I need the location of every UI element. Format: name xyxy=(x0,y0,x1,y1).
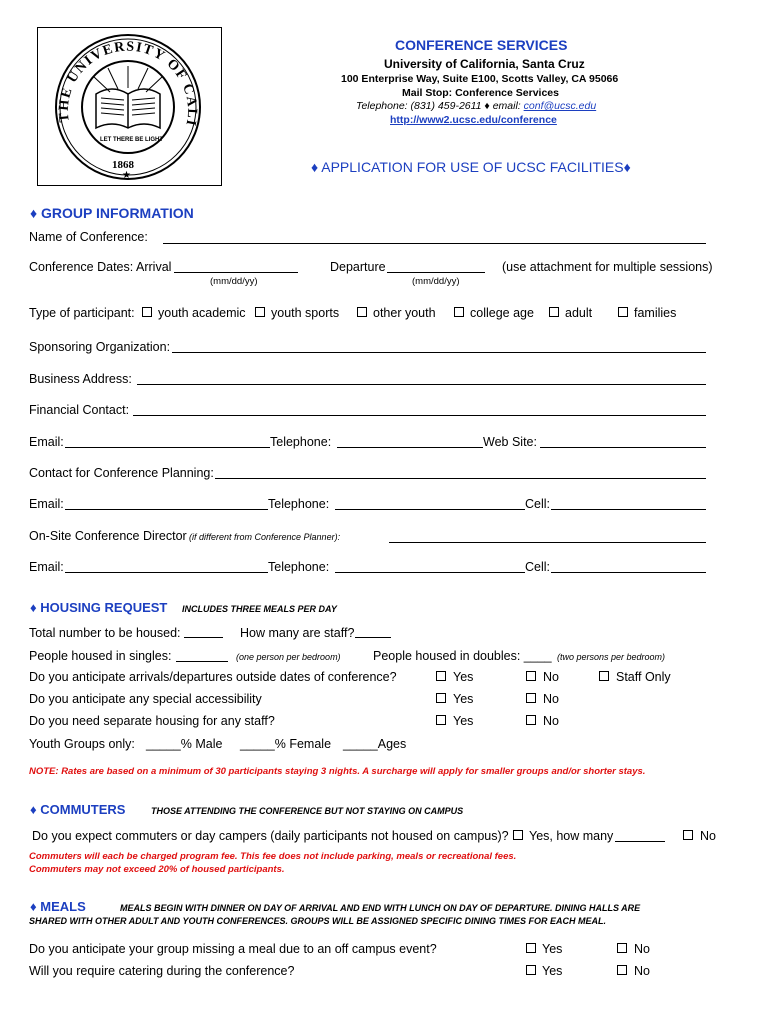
participant-adult: adult xyxy=(565,306,593,320)
youth-ages-field[interactable]: _____Ages xyxy=(343,737,407,751)
meals-note-line-2: SHARED WITH OTHER ADULT AND YOUTH CONFERENCES. GROUPS WILL BE ASSIGNED SPECIFIC DINING TIMES FOR EACH MEAL. xyxy=(29,916,607,926)
arrival-label: Conference Dates: Arrival xyxy=(29,260,172,274)
housing-heading: ♦ HOUSING REQUEST xyxy=(30,600,168,615)
sponsoring-org-label: Sponsoring Organization: xyxy=(29,340,171,354)
doubles-note: (two persons per bedroom) xyxy=(557,652,666,662)
phone-email-line xyxy=(356,100,596,112)
staff-housing-no-checkbox[interactable] xyxy=(526,715,536,725)
participant-other-youth: other youth xyxy=(373,306,436,320)
financial-contact-field[interactable] xyxy=(133,415,706,416)
catering-no-label: No xyxy=(634,964,650,978)
svg-text:LET THERE BE LIGHT: LET THERE BE LIGHT xyxy=(100,137,163,143)
arrivals-no-label: No xyxy=(543,670,559,684)
commuters-heading-note: THOSE ATTENDING THE CONFERENCE BUT NOT STAYING ON CAMPUS xyxy=(151,806,464,816)
catering-question: Will you require catering during the conference? xyxy=(29,964,295,978)
catering-yes-checkbox[interactable] xyxy=(526,965,536,975)
accessibility-no-checkbox[interactable] xyxy=(526,693,536,703)
svg-text:1868: 1868 xyxy=(112,159,134,171)
missing-meal-no-checkbox[interactable] xyxy=(617,943,627,953)
staff-count-label: How many are staff? xyxy=(240,626,355,640)
commuters-limit-note: Commuters may not exceed 20% of housed participants. xyxy=(29,864,285,875)
sponsoring-org-field[interactable] xyxy=(172,352,706,353)
arrival-format-hint: (mm/dd/yy) xyxy=(210,276,258,287)
onsite-email-label: Email: xyxy=(29,560,64,574)
planner-email-label: Email: xyxy=(29,497,64,511)
onsite-cell-label: Cell: xyxy=(525,560,551,574)
total-housed-field[interactable] xyxy=(184,637,223,638)
departure-format-hint: (mm/dd/yy) xyxy=(412,276,460,287)
commuters-count-field[interactable] xyxy=(615,841,665,842)
email-field[interactable] xyxy=(65,447,270,448)
onsite-director-field[interactable] xyxy=(389,542,706,543)
website-field[interactable] xyxy=(540,447,706,448)
arrivals-staff-only-checkbox[interactable] xyxy=(599,671,609,681)
svg-text:THE UNIVERSITY OF CALIFORNIA: THE UNIVERSITY OF CALI xyxy=(56,39,200,129)
financial-contact-label: Financial Contact: xyxy=(29,403,130,417)
planner-cell-field[interactable] xyxy=(551,509,706,510)
svg-text:★: ★ xyxy=(122,170,131,181)
university-name: University of California, Santa Cruz xyxy=(384,57,585,71)
catering-no-checkbox[interactable] xyxy=(617,965,627,975)
checkbox-college-age[interactable] xyxy=(454,307,464,317)
checkbox-families[interactable] xyxy=(618,307,628,317)
accessibility-question: Do you anticipate any special accessibility xyxy=(29,692,262,706)
commuters-heading: ♦ COMMUTERS xyxy=(30,802,126,817)
meals-note-line-1: MEALS BEGIN WITH DINNER ON DAY OF ARRIVAL AND END WITH LUNCH ON DAY OF DEPARTURE. DINING HALLS ARE xyxy=(120,903,641,913)
missing-meal-yes-checkbox[interactable] xyxy=(526,943,536,953)
arrivals-staff-only-label: Staff Only xyxy=(616,670,671,684)
university-seal-logo xyxy=(38,28,221,185)
departure-date-field[interactable] xyxy=(387,272,485,273)
attachment-note: (use attachment for multiple sessions) xyxy=(502,260,713,274)
accessibility-no-label: No xyxy=(543,692,559,706)
org-title: CONFERENCE SERVICES xyxy=(395,37,568,53)
arrival-date-field[interactable] xyxy=(174,272,298,273)
singles-field[interactable] xyxy=(176,661,228,662)
planner-telephone-label: Telephone: xyxy=(268,497,330,511)
telephone-field[interactable] xyxy=(337,447,483,448)
departure-label: Departure xyxy=(330,260,386,274)
website-link[interactable]: http://www2.ucsc.edu/conference xyxy=(390,114,557,126)
staff-count-field[interactable] xyxy=(355,637,391,638)
planner-email-field[interactable] xyxy=(65,509,268,510)
group-info-heading: ♦ GROUP INFORMATION xyxy=(30,205,194,221)
participant-type-label: Type of participant: xyxy=(29,306,135,320)
commuters-yes-checkbox[interactable] xyxy=(513,830,523,840)
participant-college-age: college age xyxy=(470,306,534,320)
email-label: Email: xyxy=(29,435,64,449)
contact-planning-field[interactable] xyxy=(215,478,706,479)
planner-telephone-field[interactable] xyxy=(335,509,525,510)
onsite-email-field[interactable] xyxy=(65,572,268,573)
missing-meal-yes-label: Yes xyxy=(542,942,563,956)
arrivals-yes-label: Yes xyxy=(453,670,474,684)
commuters-question: Do you expect commuters or day campers (daily participants not housed on campus)? xyxy=(32,829,509,843)
commuters-no-checkbox[interactable] xyxy=(683,830,693,840)
commuters-no-label: No xyxy=(700,829,716,843)
singles-label: People housed in singles: xyxy=(29,649,172,663)
catering-yes-label: Yes xyxy=(542,964,563,978)
youth-groups-label: Youth Groups only: xyxy=(29,737,135,751)
arrivals-no-checkbox[interactable] xyxy=(526,671,536,681)
staff-housing-question: Do you need separate housing for any staff? xyxy=(29,714,275,728)
meals-heading: ♦ MEALS xyxy=(30,899,86,914)
onsite-director-label: On-Site Conference Director xyxy=(29,529,187,543)
accessibility-yes-checkbox[interactable] xyxy=(436,693,446,703)
rate-note: NOTE: Rates are based on a minimum of 30 participants staying 3 nights. A surcharge will apply for smaller groups and/or shorter stays. xyxy=(29,766,646,777)
staff-housing-no-label: No xyxy=(543,714,559,728)
onsite-cell-field[interactable] xyxy=(551,572,706,573)
accessibility-yes-label: Yes xyxy=(453,692,474,706)
missing-meal-question: Do you anticipate your group missing a meal due to an off campus event? xyxy=(29,942,437,956)
youth-female-field[interactable]: _____% Female xyxy=(240,737,332,751)
conference-name-label: Name of Conference: xyxy=(29,230,148,244)
seal-box xyxy=(37,27,222,186)
business-address-label: Business Address: xyxy=(29,372,132,386)
arrivals-question: Do you anticipate arrivals/departures outside dates of conference? xyxy=(29,670,397,684)
website-label: Web Site: xyxy=(483,435,537,449)
checkbox-adult[interactable] xyxy=(549,307,559,317)
email-link[interactable]: conf@ucsc.edu xyxy=(523,100,597,112)
singles-note: (one person per bedroom) xyxy=(236,652,341,662)
youth-male-field[interactable]: _____% Male xyxy=(146,737,223,751)
missing-meal-no-label: No xyxy=(634,942,650,956)
participant-families: families xyxy=(634,306,677,320)
application-title: ♦ APPLICATION FOR USE OF UCSC FACILITIES♦ xyxy=(311,159,631,175)
staff-housing-yes-checkbox[interactable] xyxy=(436,715,446,725)
housing-heading-note: INCLUDES THREE MEALS PER DAY xyxy=(182,604,337,614)
mail-stop: Mail Stop: Conference Services xyxy=(402,87,559,99)
planner-cell-label: Cell: xyxy=(525,497,551,511)
conference-name-field[interactable] xyxy=(163,243,706,244)
total-housed-label: Total number to be housed: xyxy=(29,626,181,640)
telephone-label: Telephone: xyxy=(270,435,332,449)
checkbox-youth-academic[interactable] xyxy=(142,307,152,317)
staff-housing-yes-label: Yes xyxy=(453,714,474,728)
onsite-telephone-field[interactable] xyxy=(335,572,525,573)
commuters-fee-note: Commuters will each be charged program fee. This fee does not include parking, meals or recreational fees. xyxy=(29,851,517,862)
checkbox-youth-sports[interactable] xyxy=(255,307,265,317)
participant-youth-academic: youth academic xyxy=(158,306,246,320)
checkbox-other-youth[interactable] xyxy=(357,307,367,317)
doubles-label: People housed in doubles: ____ xyxy=(373,649,552,663)
address: 100 Enterprise Way, Suite E100, Scotts Valley, CA 95066 xyxy=(341,73,619,85)
onsite-telephone-label: Telephone: xyxy=(268,560,330,574)
commuters-yes-label: Yes, how many xyxy=(529,829,614,843)
arrivals-yes-checkbox[interactable] xyxy=(436,671,446,681)
contact-planning-label: Contact for Conference Planning: xyxy=(29,466,214,480)
participant-youth-sports: youth sports xyxy=(271,306,340,320)
business-address-field[interactable] xyxy=(137,384,706,385)
phone-label: Telephone: (831) 459-2611 ♦ email: xyxy=(356,100,524,112)
onsite-director-note: (if different from Conference Planner): xyxy=(189,532,341,542)
